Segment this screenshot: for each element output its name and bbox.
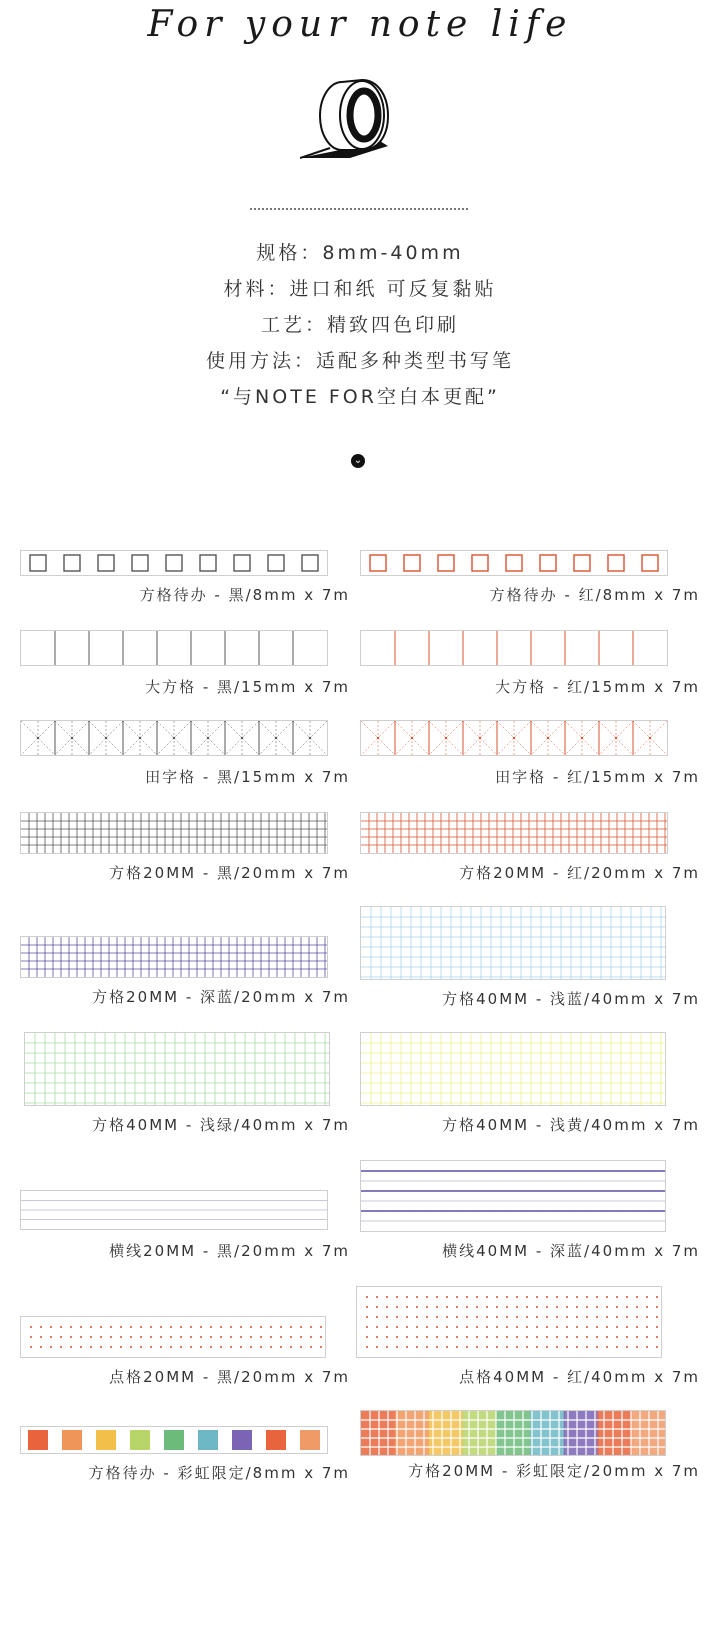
- tape-lined20-black: [20, 1190, 328, 1230]
- tape-grid20-navy: [20, 936, 328, 978]
- divider: [250, 208, 468, 210]
- spec-size: 规格：8mm-40mm: [256, 242, 464, 264]
- label-grid20-rainbow: 方格20MM - 彩虹限定/20mm x 7m: [408, 1462, 700, 1480]
- label-grid40-lightgreen: 方格40MM - 浅绿/40mm x 7m: [92, 1116, 350, 1134]
- label-todo-red: 方格待办 - 红/8mm x 7m: [489, 586, 700, 604]
- label-todo-black: 方格待办 - 黑/8mm x 7m: [139, 586, 350, 604]
- tape-tian-black: [20, 720, 328, 756]
- tape-dot40-red: [356, 1286, 662, 1358]
- label-grid20-navy: 方格20MM - 深蓝/20mm x 7m: [92, 988, 350, 1006]
- spec-slogan: “与NOTE FOR空白本更配”: [220, 386, 500, 408]
- tape-grid40-lightblue: [360, 906, 666, 980]
- tape-big-grid-black: [20, 630, 328, 666]
- label-grid20-red: 方格20MM - 红/20mm x 7m: [459, 864, 700, 882]
- spec-usage: 使用方法：适配多种类型书写笔: [205, 350, 514, 372]
- tape-grid20-red: [360, 812, 668, 854]
- label-grid40-lightblue: 方格40MM - 浅蓝/40mm x 7m: [442, 990, 700, 1008]
- washi-tape-roll-icon: [300, 78, 400, 168]
- spec-craft: 工艺：精致四色印刷: [260, 314, 459, 336]
- label-grid20-black: 方格20MM - 黑/20mm x 7m: [109, 864, 350, 882]
- label-tian-black: 田字格 - 黑/15mm x 7m: [145, 768, 350, 786]
- label-lined20-black: 横线20MM - 黑/20mm x 7m: [109, 1242, 350, 1260]
- spec-material: 材料：进口和纸 可反复黏贴: [223, 278, 497, 300]
- label-dot20-black: 点格20MM - 黑/20mm x 7m: [109, 1368, 350, 1386]
- label-lined40-navy: 横线40MM - 深蓝/40mm x 7m: [442, 1242, 700, 1260]
- tape-grid20-rainbow: [360, 1410, 666, 1456]
- tape-grid20-black: [20, 812, 328, 854]
- page-title: For your note life: [147, 4, 573, 45]
- label-big-grid-red: 大方格 - 红/15mm x 7m: [495, 678, 700, 696]
- label-todo-rainbow: 方格待办 - 彩虹限定/8mm x 7m: [88, 1464, 350, 1482]
- tape-grid40-lightyellow: [360, 1032, 666, 1106]
- chevron-down-icon[interactable]: ⌄: [351, 454, 365, 468]
- tape-dot20-black: [20, 1316, 326, 1358]
- tape-todo-red: [360, 550, 668, 576]
- tape-grid40-lightgreen: [24, 1032, 330, 1106]
- tape-tian-red: [360, 720, 668, 756]
- tape-todo-black: [20, 550, 328, 576]
- tape-lined40-navy: [360, 1160, 666, 1232]
- label-tian-red: 田字格 - 红/15mm x 7m: [495, 768, 700, 786]
- tape-todo-rainbow: [20, 1426, 328, 1454]
- label-grid40-lightyellow: 方格40MM - 浅黄/40mm x 7m: [442, 1116, 700, 1134]
- label-big-grid-black: 大方格 - 黑/15mm x 7m: [145, 678, 350, 696]
- tape-big-grid-red: [360, 630, 668, 666]
- label-dot40-red: 点格40MM - 红/40mm x 7m: [459, 1368, 700, 1386]
